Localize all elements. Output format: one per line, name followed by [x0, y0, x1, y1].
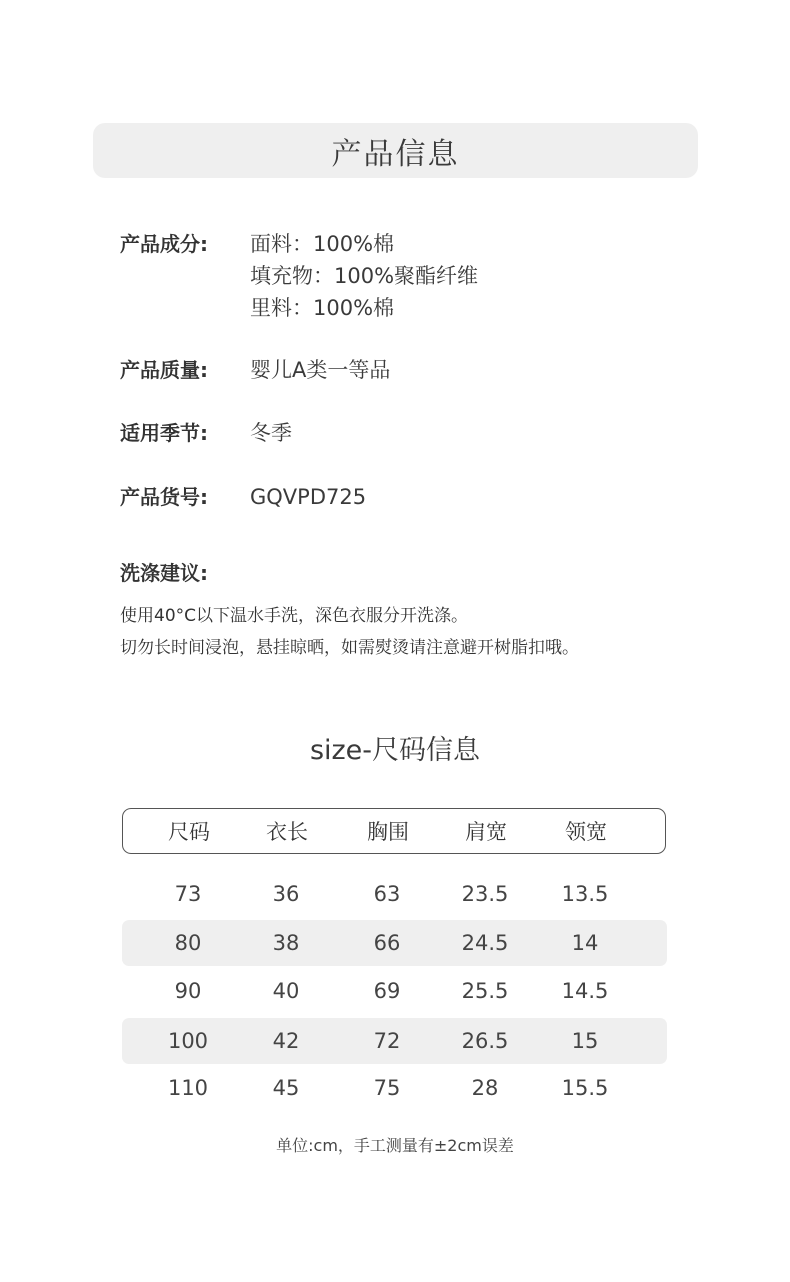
info-row-composition: [120, 228, 478, 324]
info-value-quality: [250, 354, 390, 386]
info-row-item-number: [120, 481, 366, 513]
item-number-value: GQVPD725: [250, 485, 367, 509]
product-info-title: 产品信息: [331, 136, 460, 172]
composition-lining: 里料：100%棉: [250, 296, 395, 320]
cell-length: 38: [272, 931, 300, 955]
wash-line-1: 使用40°C以下温水手洗，深色衣服分开洗涤。: [120, 606, 469, 626]
table-row: [122, 871, 667, 917]
composition-fabric: 面料：100%棉: [250, 232, 395, 256]
cell-chest: 66: [373, 931, 401, 955]
wash-title: 洗涤建议:: [120, 561, 208, 585]
info-row-quality: [120, 354, 390, 386]
cell-shoulder: 25.5: [461, 979, 509, 1003]
info-value-season: [250, 417, 292, 449]
cell-chest: 72: [373, 1029, 401, 1053]
size-table-header: [122, 808, 666, 854]
info-label-item-number: 产品货号:: [120, 485, 208, 509]
cell-length: 45: [272, 1076, 300, 1100]
cell-shoulder: 26.5: [461, 1029, 509, 1053]
header-chest: 胸围: [367, 820, 409, 844]
cell-chest: 63: [373, 882, 401, 906]
header-length: 衣长: [266, 820, 308, 844]
info-label-quality: 产品质量:: [120, 358, 208, 382]
table-row: [122, 968, 667, 1014]
measurement-note: 单位:cm，手工测量有±2cm误差: [276, 1136, 514, 1155]
cell-length: 42: [272, 1029, 300, 1053]
cell-length: 36: [272, 882, 300, 906]
cell-length: 40: [272, 979, 300, 1003]
season-value: 冬季: [250, 421, 292, 445]
cell-size: 73: [174, 882, 202, 906]
quality-grade: 婴儿A类一等品: [250, 358, 391, 382]
cell-collar: 13.5: [561, 882, 609, 906]
header-shoulder: 肩宽: [465, 820, 507, 844]
info-value-composition: [250, 228, 478, 324]
cell-collar: 15.5: [561, 1076, 609, 1100]
header-size: 尺码: [168, 820, 210, 844]
cell-size: 80: [174, 931, 202, 955]
cell-size: 100: [167, 1029, 209, 1053]
cell-shoulder: 24.5: [461, 931, 509, 955]
cell-collar: 15: [571, 1029, 599, 1053]
product-info-title-bar: [93, 123, 698, 178]
cell-chest: 75: [373, 1076, 401, 1100]
cell-collar: 14: [571, 931, 599, 955]
table-row: [122, 1018, 667, 1064]
cell-size: 110: [167, 1076, 209, 1100]
wash-instructions: [120, 600, 579, 664]
size-title: size-尺码信息: [309, 735, 481, 766]
info-label-season: 适用季节:: [120, 421, 208, 445]
header-collar: 领宽: [565, 820, 607, 844]
cell-collar: 14.5: [561, 979, 609, 1003]
info-row-season: [120, 417, 292, 449]
info-label-composition: 产品成分:: [120, 232, 208, 256]
table-row: [122, 1065, 667, 1111]
cell-shoulder: 23.5: [461, 882, 509, 906]
info-value-item-number: [250, 481, 366, 513]
table-row: [122, 920, 667, 966]
cell-shoulder: 28: [471, 1076, 499, 1100]
cell-size: 90: [174, 979, 202, 1003]
wash-line-2: 切勿长时间浸泡，悬挂晾晒，如需熨烫请注意避开树脂扣哦。: [120, 638, 579, 658]
composition-filling: 填充物：100%聚酯纤维: [250, 264, 479, 288]
cell-chest: 69: [373, 979, 401, 1003]
